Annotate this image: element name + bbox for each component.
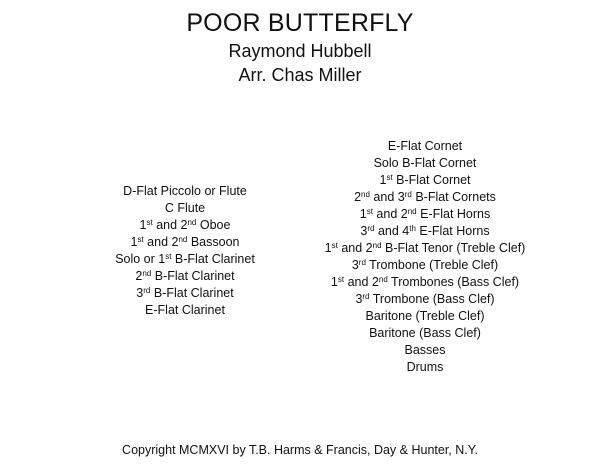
ordinal-suffix: nd: [142, 269, 152, 278]
part-item: [300, 223, 550, 240]
ordinal-suffix: rd: [362, 292, 370, 301]
part-text: and 2: [152, 218, 188, 232]
part-text: 3: [136, 286, 144, 300]
part-text: B-Flat Tenor (Treble Clef): [381, 241, 526, 255]
part-text: and 4: [374, 224, 410, 238]
part-text: and 2: [143, 235, 179, 249]
part-item: [300, 274, 550, 291]
part-text: E-Flat Horns: [415, 224, 490, 238]
part-text: 3: [360, 224, 368, 238]
part-item: [300, 308, 550, 325]
part-item: [300, 342, 550, 359]
part-text: Solo B-Flat Cornet: [373, 156, 477, 170]
part-item: [300, 291, 550, 308]
ordinal-suffix: st: [331, 241, 338, 250]
part-item: [60, 183, 310, 200]
part-text: B-Flat Clarinet: [151, 269, 235, 283]
part-text: 1: [130, 235, 138, 249]
ordinal-suffix: st: [366, 207, 373, 216]
part-item: [300, 325, 550, 342]
part-item: [300, 257, 550, 274]
part-text: Trombones (Bass Clef): [387, 275, 520, 289]
part-text: Solo or 1: [115, 252, 166, 266]
part-text: Drums: [406, 360, 444, 374]
ordinal-suffix: th: [409, 224, 416, 233]
part-text: 3: [351, 258, 359, 272]
ordinal-suffix: nd: [407, 207, 417, 216]
part-text: Trombone (Treble Clef): [365, 258, 499, 272]
part-text: Trombone (Bass Clef): [369, 292, 495, 306]
part-text: Baritone (Treble Clef): [365, 309, 485, 323]
ordinal-suffix: st: [137, 235, 144, 244]
part-text: 1: [139, 218, 147, 232]
part-item: [60, 234, 310, 251]
ordinal-suffix: nd: [378, 275, 388, 284]
part-text: Baritone (Bass Clef): [369, 326, 481, 340]
part-item: [60, 251, 310, 268]
part-item: [300, 138, 550, 155]
part-text: C Flute: [164, 201, 206, 215]
part-text: 2: [354, 190, 362, 204]
part-text: E-Flat Clarinet: [145, 303, 225, 317]
part-text: 1: [324, 241, 332, 255]
part-item: [60, 285, 310, 302]
part-text: 1: [330, 275, 338, 289]
part-item: [300, 189, 550, 206]
part-text: 3: [355, 292, 363, 306]
ordinal-suffix: st: [337, 275, 345, 284]
part-text: B-Flat Cornets: [411, 190, 496, 204]
brass-percussion-parts-list: [300, 138, 550, 376]
part-item: [300, 206, 550, 223]
arranger-credit: Arr. Chas Miller: [238, 65, 362, 85]
part-text: and 3: [369, 190, 405, 204]
part-text: B-Flat Cornet: [392, 173, 471, 187]
part-text: 1: [359, 207, 367, 221]
part-text: 2: [135, 269, 143, 283]
composer-name: Raymond Hubbell: [228, 41, 372, 61]
part-item: [60, 200, 310, 217]
ordinal-suffix: rd: [367, 224, 375, 233]
part-item: [300, 240, 550, 257]
part-item: [300, 359, 550, 376]
part-text: B-Flat Clarinet: [171, 252, 255, 266]
part-item: [300, 172, 550, 189]
part-item: [60, 302, 310, 319]
part-text: and 2: [344, 275, 379, 289]
part-text: and 2: [372, 207, 408, 221]
ordinal-suffix: nd: [178, 235, 188, 244]
ordinal-suffix: rd: [404, 190, 412, 199]
part-text: Oboe: [196, 218, 231, 232]
part-text: 1: [379, 173, 387, 187]
ordinal-suffix: rd: [143, 286, 151, 295]
part-text: Bassoon: [187, 235, 240, 249]
ordinal-suffix: st: [146, 218, 153, 227]
part-text: Basses: [404, 343, 446, 357]
part-text: D-Flat Piccolo or Flute: [123, 184, 247, 198]
ordinal-suffix: st: [386, 173, 393, 182]
part-item: [60, 217, 310, 234]
ordinal-suffix: rd: [358, 258, 366, 267]
ordinal-suffix: nd: [372, 241, 382, 250]
ordinal-suffix: st: [165, 252, 172, 261]
woodwind-parts-list: [60, 183, 310, 319]
part-text: and 2: [337, 241, 373, 255]
part-item: [60, 268, 310, 285]
part-text: B-Flat Clarinet: [150, 286, 234, 300]
part-item: [300, 155, 550, 172]
ordinal-suffix: nd: [187, 218, 197, 227]
page-title: POOR BUTTERFLY: [186, 9, 414, 37]
copyright-notice: Copyright MCMXVI by T.B. Harms & Francis, Day & Hunter, N.Y.: [122, 443, 478, 457]
ordinal-suffix: nd: [361, 190, 370, 199]
part-text: E-Flat Horns: [416, 207, 491, 221]
part-text: E-Flat Cornet: [387, 139, 463, 153]
